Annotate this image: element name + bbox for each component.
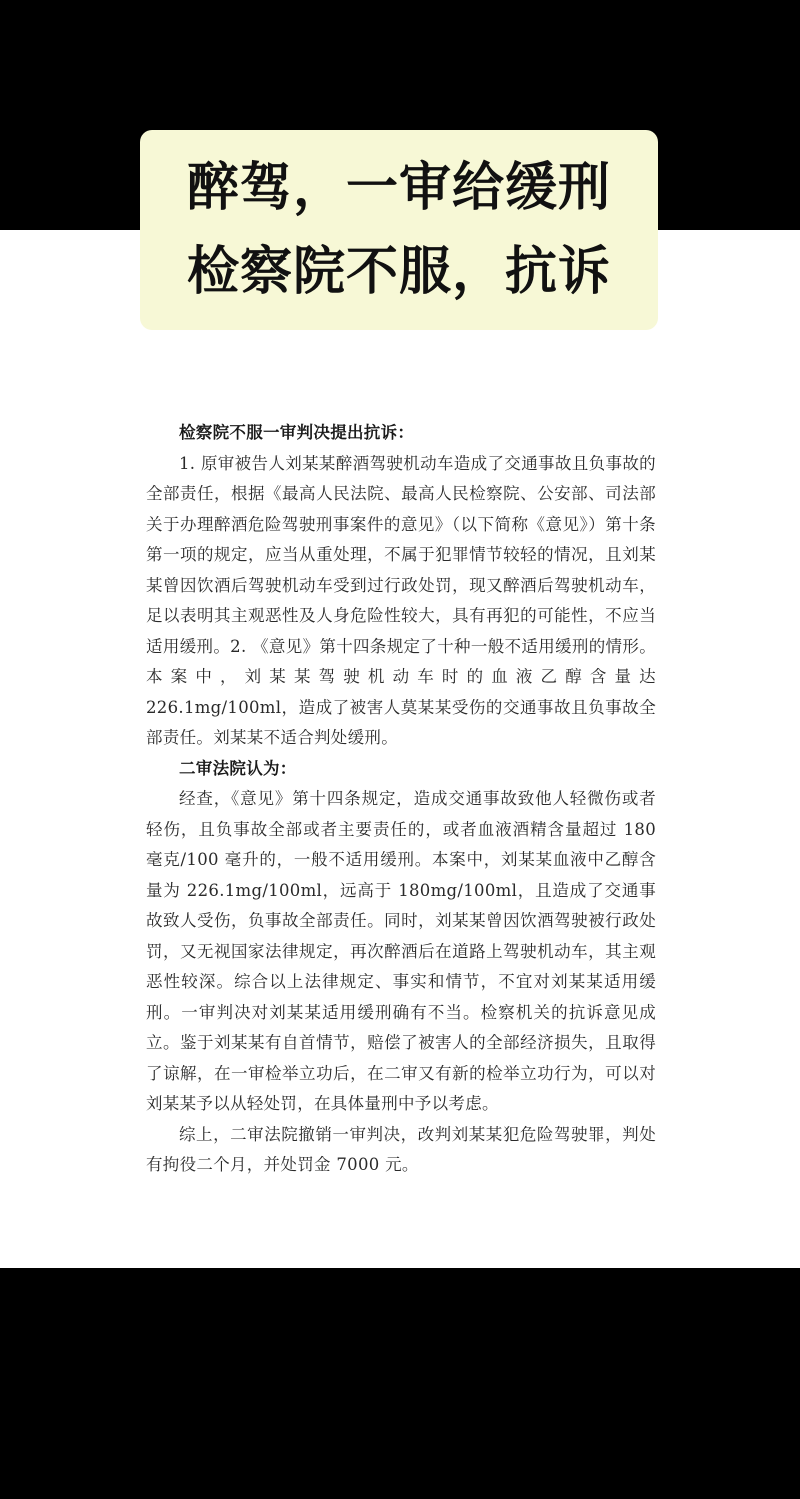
paragraph-conclusion: 综上，二审法院撤销一审判决，改判刘某某犯危险驾驶罪，判处有拘役二个月，并处罚金 7000 元。: [146, 1124, 656, 1174]
bottom-black-bar: [0, 1268, 800, 1499]
section-heading-second-instance: 二审法院认为：: [179, 758, 297, 778]
title-line-2: 检察院不服，抗诉: [186, 242, 611, 302]
title-banner: [140, 130, 658, 330]
document-body: [146, 418, 656, 1181]
title-line-1: 醉驾，一审给缓刑: [186, 158, 611, 218]
paragraph-court-findings: 经查，《意见》第十四条规定，造成交通事故致他人轻微伤或者轻伤，且负事故全部或者主要责任的，或者血液酒精含量超过 180 毫克/100 毫升的，一般不适用缓刑。本案中，刘某某血液中乙醇含量为 226.1mg/100ml，远高于 180mg/100ml，且造成了交通事故致人受伤，负事故全部责任。同时，刘某某曾因饮酒驾驶被行政处罚，又无视国家法律规定，再次醉酒后在道路上驾驶机动车，其主观恶性较深。综合以上法律规定、事实和情节，不宜对刘某某适用缓刑。一审判决对刘某某适用缓刑确有不当。检察机关的抗诉意见成立。鉴于刘某某有自首情节，赔偿了被害人的全部经济损失，且取得了谅解，在一审检举立功后，在二审又有新的检举立功行为，可以对刘某某予以从轻处罚，在具体量刑中予以考虑。: [146, 789, 656, 1113]
paragraph-protest-reasons: 1. 原审被告人刘某某醉酒驾驶机动车造成了交通事故且负事故的全部责任，根据《最高人民法院、最高人民检察院、公安部、司法部关于办理醉酒危险驾驶刑事案件的意见》（以下简称《意见》）第十条第一项的规定，应当从重处理，不属于犯罪情节较轻的情况，且刘某某曾因饮酒后驾驶机动车受到过行政处罚，现又醉酒后驾驶机动车，足以表明其主观恶性及人身危险性较大，具有再犯的可能性，不应当适用缓刑。2. 《意见》第十四条规定了十种一般不适用缓刑的情形。本案中，刘某某驾驶机动车时的血液乙醇含量达 226.1mg/100ml，造成了被害人莫某某受伤的交通事故且负事故全部责任。刘某某不适合判处缓刑。: [146, 453, 656, 747]
section-heading-procuratorate: 检察院不服一审判决提出抗诉：: [179, 423, 415, 442]
